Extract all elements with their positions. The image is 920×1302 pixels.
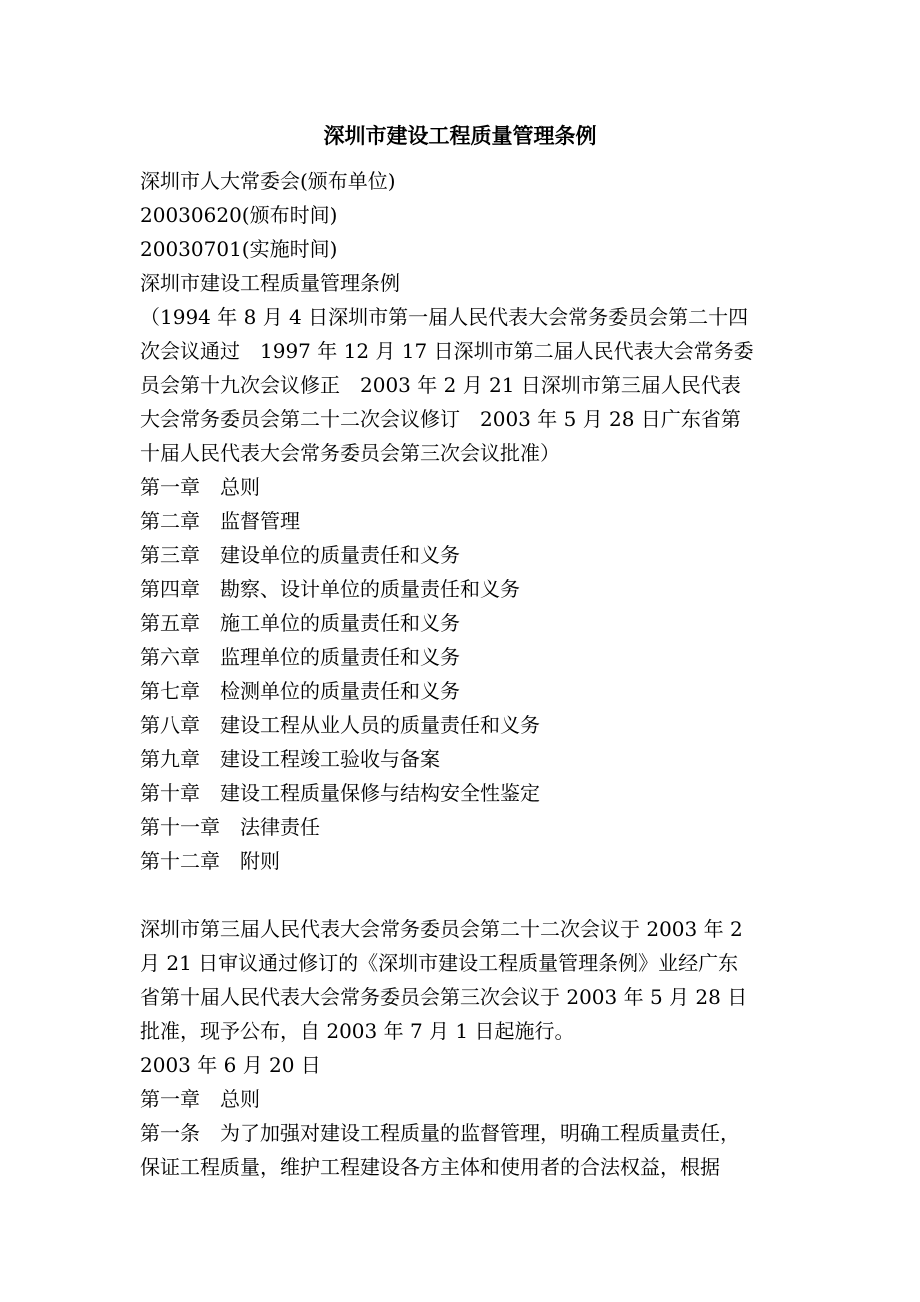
- announcement-line: 批准，现予公布，自 2003 年 7 月 1 日起施行。: [140, 1019, 575, 1043]
- article-line: 保证工程质量，维护工程建设各方主体和使用者的合法权益，根据: [140, 1155, 720, 1179]
- blank-line: [140, 878, 780, 912]
- article-paragraph: [140, 1116, 780, 1184]
- document-title: 深圳市建设工程质量管理条例: [323, 123, 597, 148]
- announcement-paragraph: [140, 912, 780, 1048]
- announcement-line: 深圳市第三届人民代表大会常务委员会第二十二次会议于 2003 年 2: [140, 917, 743, 941]
- history-line: 十届人民代表大会常务委员会第三次会议批准）: [140, 441, 560, 465]
- issue-date-line: 20030620(颁布时间): [140, 203, 338, 227]
- toc-item: 第九章 建设工程竣工验收与备案: [140, 747, 440, 771]
- toc-item: 第二章 监督管理: [140, 509, 300, 533]
- toc-item: 第一章 总则: [140, 475, 260, 499]
- toc-item: 第八章 建设工程从业人员的质量责任和义务: [140, 713, 540, 737]
- toc-item: 第四章 勘察、设计单位的质量责任和义务: [140, 577, 520, 601]
- history-line: （1994 年 8 月 4 日深圳市第一届人民代表大会常务委员会第二十四: [140, 305, 749, 329]
- effective-date-line: 20030701(实施时间): [140, 237, 338, 261]
- toc-item: 第十二章 附则: [140, 849, 280, 873]
- document-body: [140, 164, 780, 1184]
- history-line: 次会议通过 1997 年 12 月 17 日深圳市第二届人民代表大会常务委: [140, 339, 754, 363]
- chapter-heading: 第一章 总则: [140, 1087, 260, 1111]
- announcement-date: 2003 年 6 月 20 日: [140, 1053, 321, 1077]
- issuer-line: 深圳市人大常委会(颁布单位): [140, 169, 396, 193]
- toc-item: 第三章 建设单位的质量责任和义务: [140, 543, 460, 567]
- article-line: 第一条 为了加强对建设工程质量的监督管理，明确工程质量责任，: [140, 1121, 740, 1145]
- law-name-line: 深圳市建设工程质量管理条例: [140, 271, 400, 295]
- toc-item: 第七章 检测单位的质量责任和义务: [140, 679, 460, 703]
- toc-item: 第五章 施工单位的质量责任和义务: [140, 611, 460, 635]
- toc-item: 第十一章 法律责任: [140, 815, 320, 839]
- announcement-line: 月 21 日审议通过修订的《深圳市建设工程质量管理条例》业经广东: [140, 951, 739, 975]
- toc-item: 第六章 监理单位的质量责任和义务: [140, 645, 460, 669]
- table-of-contents: [140, 470, 780, 878]
- history-line: 员会第十九次会议修正 2003 年 2 月 21 日深圳市第三届人民代表: [140, 373, 741, 397]
- toc-item: 第十章 建设工程质量保修与结构安全性鉴定: [140, 781, 540, 805]
- history-line: 大会常务委员会第二十二次会议修订 2003 年 5 月 28 日广东省第: [140, 407, 741, 431]
- announcement-line: 省第十届人民代表大会常务委员会第三次会议于 2003 年 5 月 28 日: [140, 985, 748, 1009]
- history-paragraph: [140, 300, 780, 470]
